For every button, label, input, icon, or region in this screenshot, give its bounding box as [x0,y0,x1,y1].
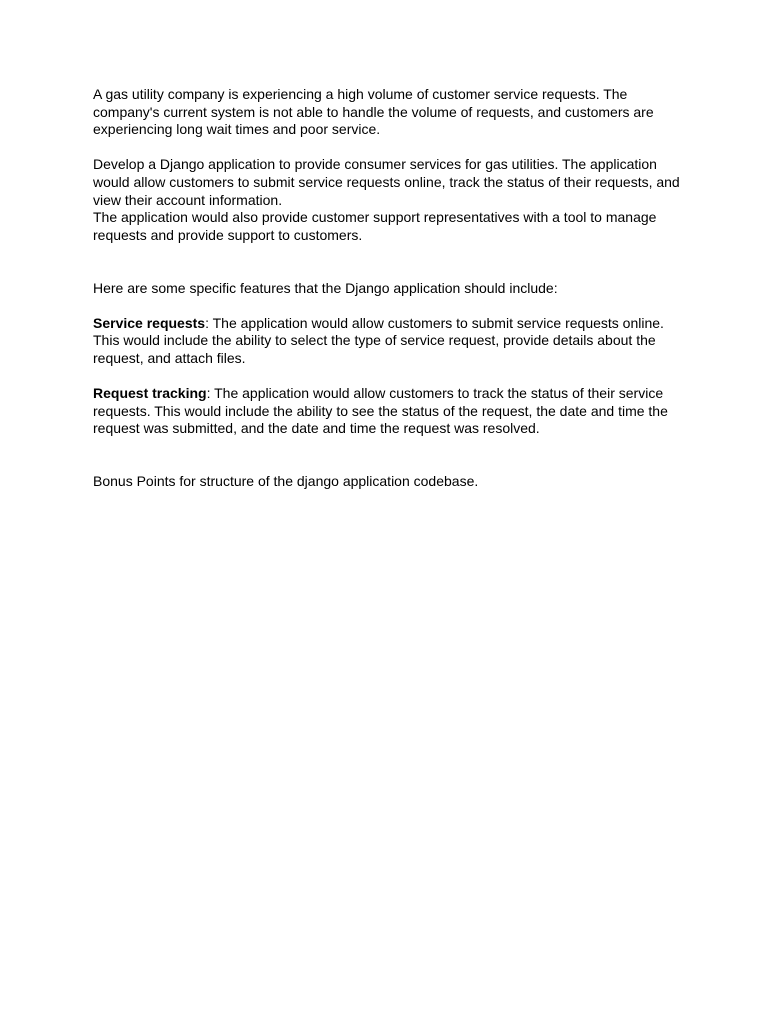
support-tool-paragraph: The application would also provide customer support representatives with a tool to manage requests and provide support to customers. [93,209,657,243]
spacer [93,297,683,315]
feature-description: : The application would allow customers to track the status of their service requests. This would include the ability to see the status of the request, the date and time the request was submitted, and the date and time the request was resolved. [93,385,668,437]
feature-term: Service requests [93,314,206,331]
features-intro-paragraph: Here are some specific features that the Django application should include: [93,279,558,296]
develop-paragraph: Develop a Django application to provide consumer services for gas utilities. The application would allow customers to submit service requests online, track the status of their requests, and view their account information. [93,156,680,208]
feature-request-tracking [93,385,683,438]
spacer [93,438,683,473]
bonus-paragraph: Bonus Points for structure of the django application codebase. [93,473,479,490]
spacer [93,139,683,157]
spacer [93,244,683,279]
intro-paragraph: A gas utility company is experiencing a high volume of customer service requests. The company's current system is not able to handle the volume of requests, and customers are experiencing long wait times and poor service. [93,86,654,138]
feature-service-requests [93,315,683,368]
feature-term: Request tracking [93,385,207,402]
document-body [93,86,683,491]
feature-description: : The application would allow customers to submit service requests online. This would include the ability to select the type of service request, provide details about the request, and attach files. [93,314,664,366]
spacer [93,368,683,386]
